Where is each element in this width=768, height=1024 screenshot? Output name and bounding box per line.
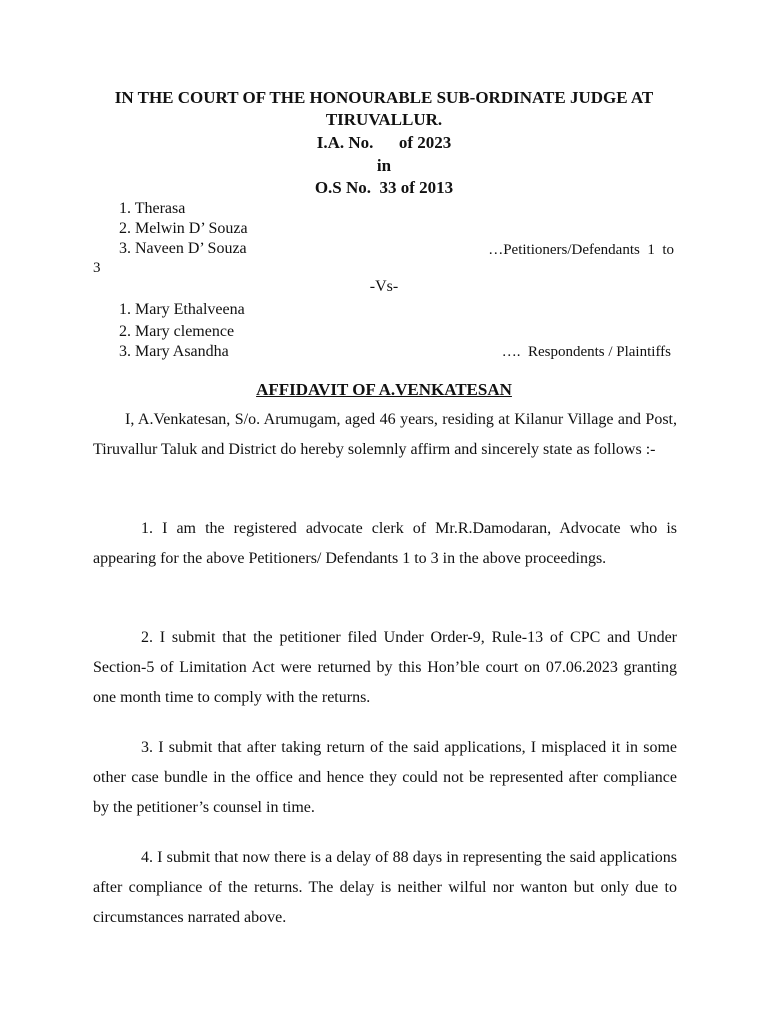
petitioners-designation: …Petitioners/Defendants 1 to xyxy=(488,242,674,258)
respondent-1: 1. Mary Ethalveena xyxy=(119,301,245,318)
paragraph-3 xyxy=(93,733,677,823)
respondents-designation: …. Respondents / Plaintiffs xyxy=(501,344,671,360)
paragraph-1-text: 1. I am the registered advocate clerk of Mr.R.Damodaran, Advocate who is appearing for the above Petitioners/ Defendants 1 to 3 in the above proceedings. xyxy=(93,520,677,567)
respondent-3: 3. Mary Asandha xyxy=(119,343,229,360)
paragraph-1 xyxy=(93,514,677,574)
intro-paragraph xyxy=(93,405,677,465)
paragraph-4-text: 4. I submit that now there is a delay of 88 days in representing the said applications after compliance of the returns. The delay is neither wilful nor wanton but only due to circumstances narrated above. xyxy=(93,849,677,926)
ia-number: I.A. No. of 2023 xyxy=(316,133,452,152)
paragraph-3-text: 3. I submit that after taking return of the said applications, I misplaced it in some other case bundle in the office and hence they could not be represented after compliance by the petitioner’s counsel in time. xyxy=(93,739,677,816)
paragraph-4 xyxy=(93,843,677,933)
intro-text: I, A.Venkatesan, S/o. Arumugam, aged 46 years, residing at Kilanur Village and Post, Tiruvallur Taluk and District do hereby solemnly affirm and sincerely state as follows :- xyxy=(93,411,677,458)
petitioner-1: 1. Therasa xyxy=(119,200,186,217)
paragraph-2-text: 2. I submit that the petitioner filed Under Order-9, Rule-13 of CPC and Under Section-5 of Limitation Act were returned by this Hon’ble court on 07.06.2023 granting one month time to comply with the returns. xyxy=(93,629,677,706)
petitioner-2: 2. Melwin D’ Souza xyxy=(119,220,248,237)
in-connector: in xyxy=(376,156,392,175)
court-title-line1: IN THE COURT OF THE HONOURABLE SUB-ORDINATE JUDGE AT xyxy=(114,88,654,107)
versus-label: -Vs- xyxy=(369,278,399,295)
petitioner-3: 3. Naveen D’ Souza xyxy=(119,240,247,257)
petitioners-designation-wrap: 3 xyxy=(93,260,101,276)
court-title-line2: TIRUVALLUR. xyxy=(325,110,443,129)
affidavit-title: AFFIDAVIT OF A.VENKATESAN xyxy=(256,380,512,399)
os-number: O.S No. 33 of 2013 xyxy=(314,178,454,197)
paragraph-2 xyxy=(93,623,677,713)
respondent-2: 2. Mary clemence xyxy=(119,323,235,340)
